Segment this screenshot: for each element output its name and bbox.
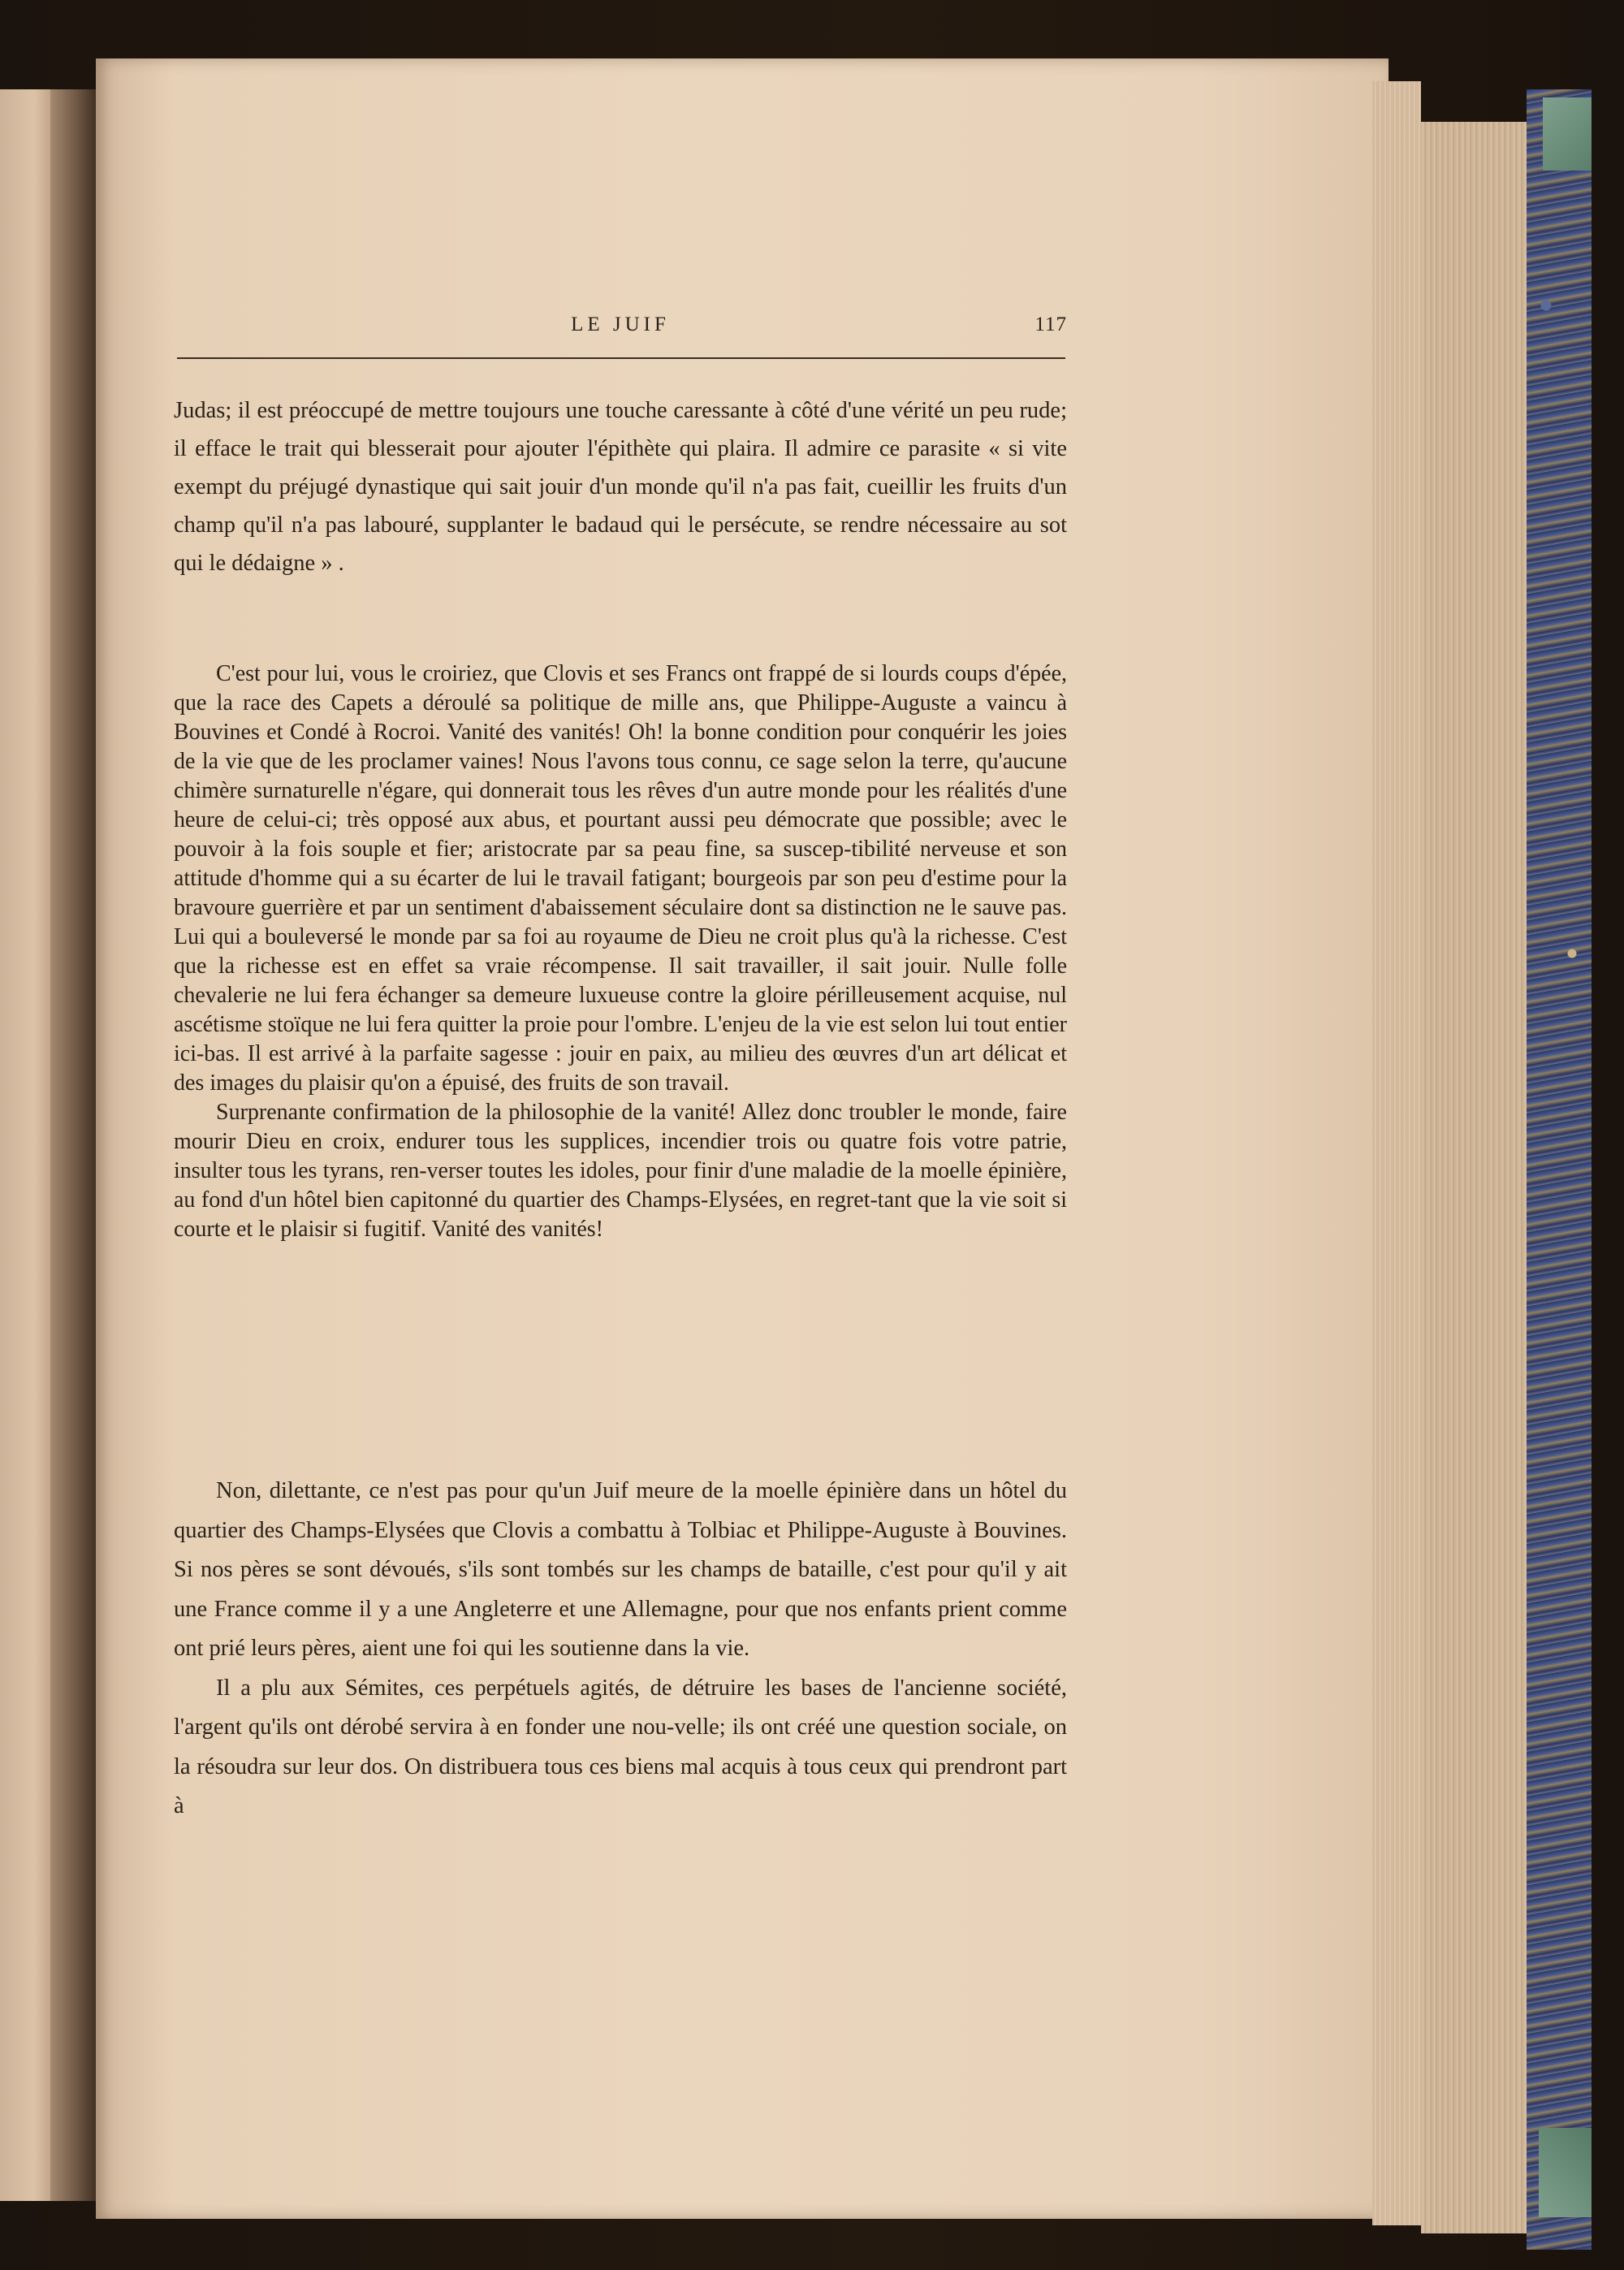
paragraph-2: C'est pour lui, vous le croiriez, que Clovis et ses Francs ont frappé de si lourds coups d'épée, que la race des Capets a déroulé sa politique de mille ans, que Philippe-Auguste a vaincu à Bouvines et Condé à Rocroi. Vanité des vanités! Oh! la bonne condition pour conquérir les joies de la vie que de les proclamer vaines! Nous l'avons tous connu, ce sage selon la terre, qu'aucune chimère surnaturelle n'égare, qui donnerait tous les rêves d'un autre monde pour les réalités d'une heure de celui-ci; très opposé aux abus, et pourtant aussi peu démocrate que possible; avec le pouvoir à la fois souple et fier; aristocrate par sa peau fine, sa suscep-tibilité nerveuse et son attitude d'homme qui a su écarter de lui le travail fatigant; bourgeois par son peu d'estime pour la bravoure guerrière et par un sentiment d'abaissement séculaire dont sa distinction ne le sauve pas. Lui qui a bouleversé le monde par sa foi au royaume de Dieu ne croit plus qu'à la richesse. C'est que la richesse est en effet sa vraie récompense. Il sait travailler, il sait jouir. Nulle folle chevalerie ne lui fera échanger sa demeure luxueuse contre la gloire périlleusement acquise, nul ascétisme stoïque ne lui fera quitter la proie pour l'ombre. L'enjeu de la vie est selon lui tout entier ici-bas. Il est arrivé à la parfaite sagesse : jouir en paix, au milieu des œuvres d'un art délicat et des images du plaisir qu'on a épuisé, des fruits de son travail. xyxy=(174,661,1067,1096)
paragraph-5: Il a plu aux Sémites, ces perpétuels agités, de détruire les bases de l'ancienne société, l'argent qu'ils ont dérobé servira à en fonder une nou-velle; ils ont créé une question sociale, on la résoudra sur leur dos. On distribuera tous ces biens mal acquis à tous ceux qui prendront part à xyxy=(174,1675,1067,1818)
running-title: LE JUIF xyxy=(571,313,670,335)
text-block-continuation xyxy=(174,391,1067,582)
page-number: 117 xyxy=(1034,313,1067,335)
page-block-edges xyxy=(1421,122,1527,2233)
left-facing-page xyxy=(0,89,57,2201)
cover-corner-bottom xyxy=(1539,2128,1592,2217)
paragraph-3: Surprenante confirmation de la philosophie de la vanité! Allez donc troubler le monde, faire mourir Dieu en croix, endurer tous les supplices, incendier trois ou quatre fois votre patrie, insulter tous les tyrans, ren-verser toutes les idoles, pour finir d'une maladie de la moelle épinière, au fond d'un hôtel bien capitonné du quartier des Champs-Elysées, en regret-tant que la vie soit si courte et le plaisir si fugitif. Vanité des vanités! xyxy=(174,1100,1067,1242)
book-gutter xyxy=(50,89,99,2201)
paragraph-1: Judas; il est préoccupé de mettre toujours une touche caressante à côté d'une vérité un peu rude; il efface le trait qui blesserait pour ajouter l'épithète qui plaira. Il admire ce parasite « si vite exempt du préjugé dynastique qui sait jouir d'un monde qu'il n'a pas fait, cueillir les fruits d'un champ qu'il n'a pas labouré, supplanter le badaud qui le persécute, se rendre nécessaire au sot qui le dédaigne » . xyxy=(174,398,1067,576)
page-edges xyxy=(1372,81,1421,2225)
header-rule xyxy=(177,357,1065,359)
text-block-main xyxy=(174,1472,1067,1827)
text-block-quoted xyxy=(174,659,1067,1244)
running-head xyxy=(174,313,1067,346)
marbled-cover xyxy=(1527,89,1592,2250)
paragraph-4: Non, dilettante, ce n'est pas pour qu'un Juif meure de la moelle épinière dans un hôtel du quartier des Champs-Elysées que Clovis a combattu à Tolbiac et Philippe-Auguste à Bouvines. Si nos pères se sont dévoués, s'ils sont tombés sur les champs de bataille, c'est pour qu'il y ait une France comme il y a une Angleterre et une Allemagne, pour que nos enfants prient comme ont prié leurs pères, aient une foi qui les soutienne dans la vie. xyxy=(174,1478,1067,1661)
cover-corner-top xyxy=(1543,97,1592,171)
